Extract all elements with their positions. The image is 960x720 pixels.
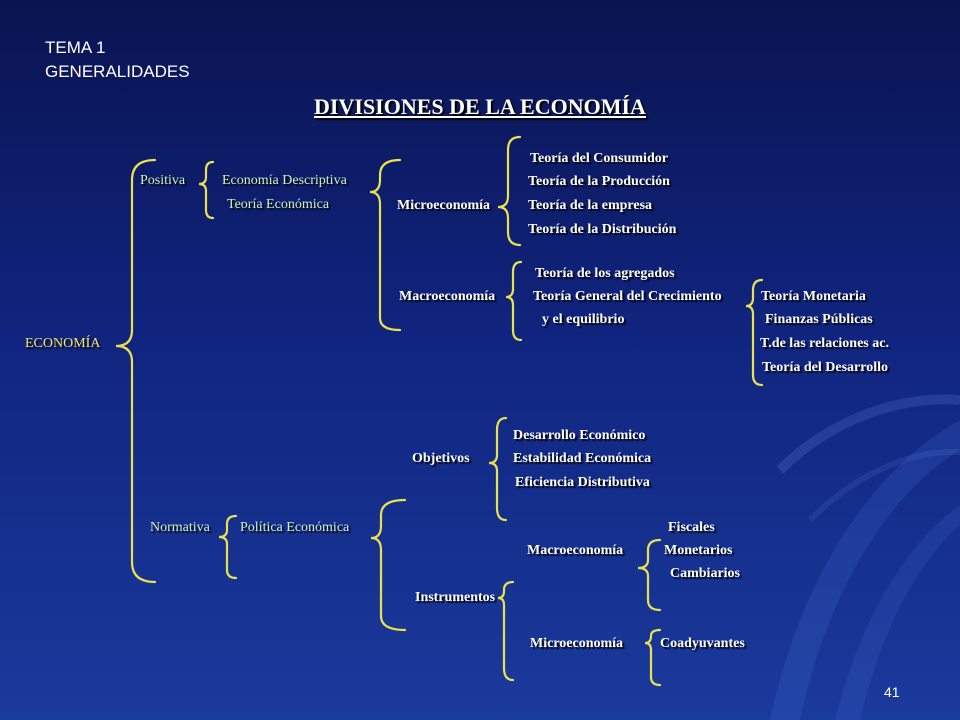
leaf-coadyuvantes: Coadyuvantes xyxy=(660,636,745,651)
leaf-teoria-empresa: Teoría de la empresa xyxy=(528,198,653,213)
node-instrumentos-macroeconomia: Macroeconomía xyxy=(527,543,624,558)
leaf-finanzas-publicas: Finanzas Públicas xyxy=(765,312,873,327)
brace-macroeconomia xyxy=(506,262,521,340)
leaf-teoria-distribucion: Teoría de la Distribución xyxy=(528,222,677,237)
leaf-cambiarios: Cambiarios xyxy=(670,566,740,581)
leaf-fiscales: Fiscales xyxy=(668,520,715,535)
brace-crecimiento xyxy=(746,280,762,385)
brace-politica-economica xyxy=(371,500,405,630)
brace-positiva xyxy=(199,162,213,218)
brace-instrumentos xyxy=(498,582,513,680)
node-microeconomia: Microeconomía xyxy=(397,198,491,213)
leaf-teoria-general-crecimiento: Teoría General del Crecimiento xyxy=(533,289,722,304)
brace-instrumentos-macro xyxy=(638,540,660,610)
node-macroeconomia: Macroeconomía xyxy=(399,289,496,304)
branch-normativa: Normativa xyxy=(150,520,210,535)
node-politica-economica: Política Económica xyxy=(240,520,350,535)
brace-objetivos xyxy=(489,418,506,520)
leaf-desarrollo-economico: Desarrollo Económico xyxy=(513,428,646,443)
leaf-monetarios: Monetarios xyxy=(664,543,733,558)
node-instrumentos-microeconomia: Microeconomía xyxy=(530,636,624,651)
leaf-relaciones: T.de las relaciones ac. xyxy=(760,336,889,351)
brace-instrumentos-micro xyxy=(645,630,660,685)
node-instrumentos: Instrumentos xyxy=(415,590,496,605)
topic-name: GENERALIDADES xyxy=(45,62,190,81)
page-number: 41 xyxy=(884,684,900,700)
leaf-equilibrio: y el equilibrio xyxy=(542,312,625,327)
brace-positiva-scope xyxy=(370,160,400,330)
brace-microeconomia xyxy=(498,137,520,245)
node-economia-descriptiva: Economía Descriptiva xyxy=(222,173,347,188)
node-teoria-economica: Teoría Económica xyxy=(227,197,330,212)
node-objetivos: Objetivos xyxy=(412,451,470,466)
brace-economia xyxy=(116,160,155,582)
root-economia: ECONOMÍA xyxy=(25,336,101,351)
branch-positiva: Positiva xyxy=(140,173,186,188)
leaf-teoria-monetaria: Teoría Monetaria xyxy=(761,289,866,304)
slide-title: DIVISIONES DE LA ECONOMÍA xyxy=(314,94,646,119)
leaf-eficiencia-distributiva: Eficiencia Distributiva xyxy=(515,475,650,490)
brace-normativa xyxy=(219,516,236,578)
topic-number: TEMA 1 xyxy=(45,38,106,57)
leaf-teoria-agregados: Teoría de los agregados xyxy=(535,266,675,281)
leaf-teoria-produccion: Teoría de la Producción xyxy=(528,174,670,189)
leaf-teoria-desarrollo: Teoría del Desarrollo xyxy=(762,360,888,375)
leaf-estabilidad-economica: Estabilidad Económica xyxy=(513,451,652,466)
leaf-teoria-consumidor: Teoría del Consumidor xyxy=(530,151,668,166)
